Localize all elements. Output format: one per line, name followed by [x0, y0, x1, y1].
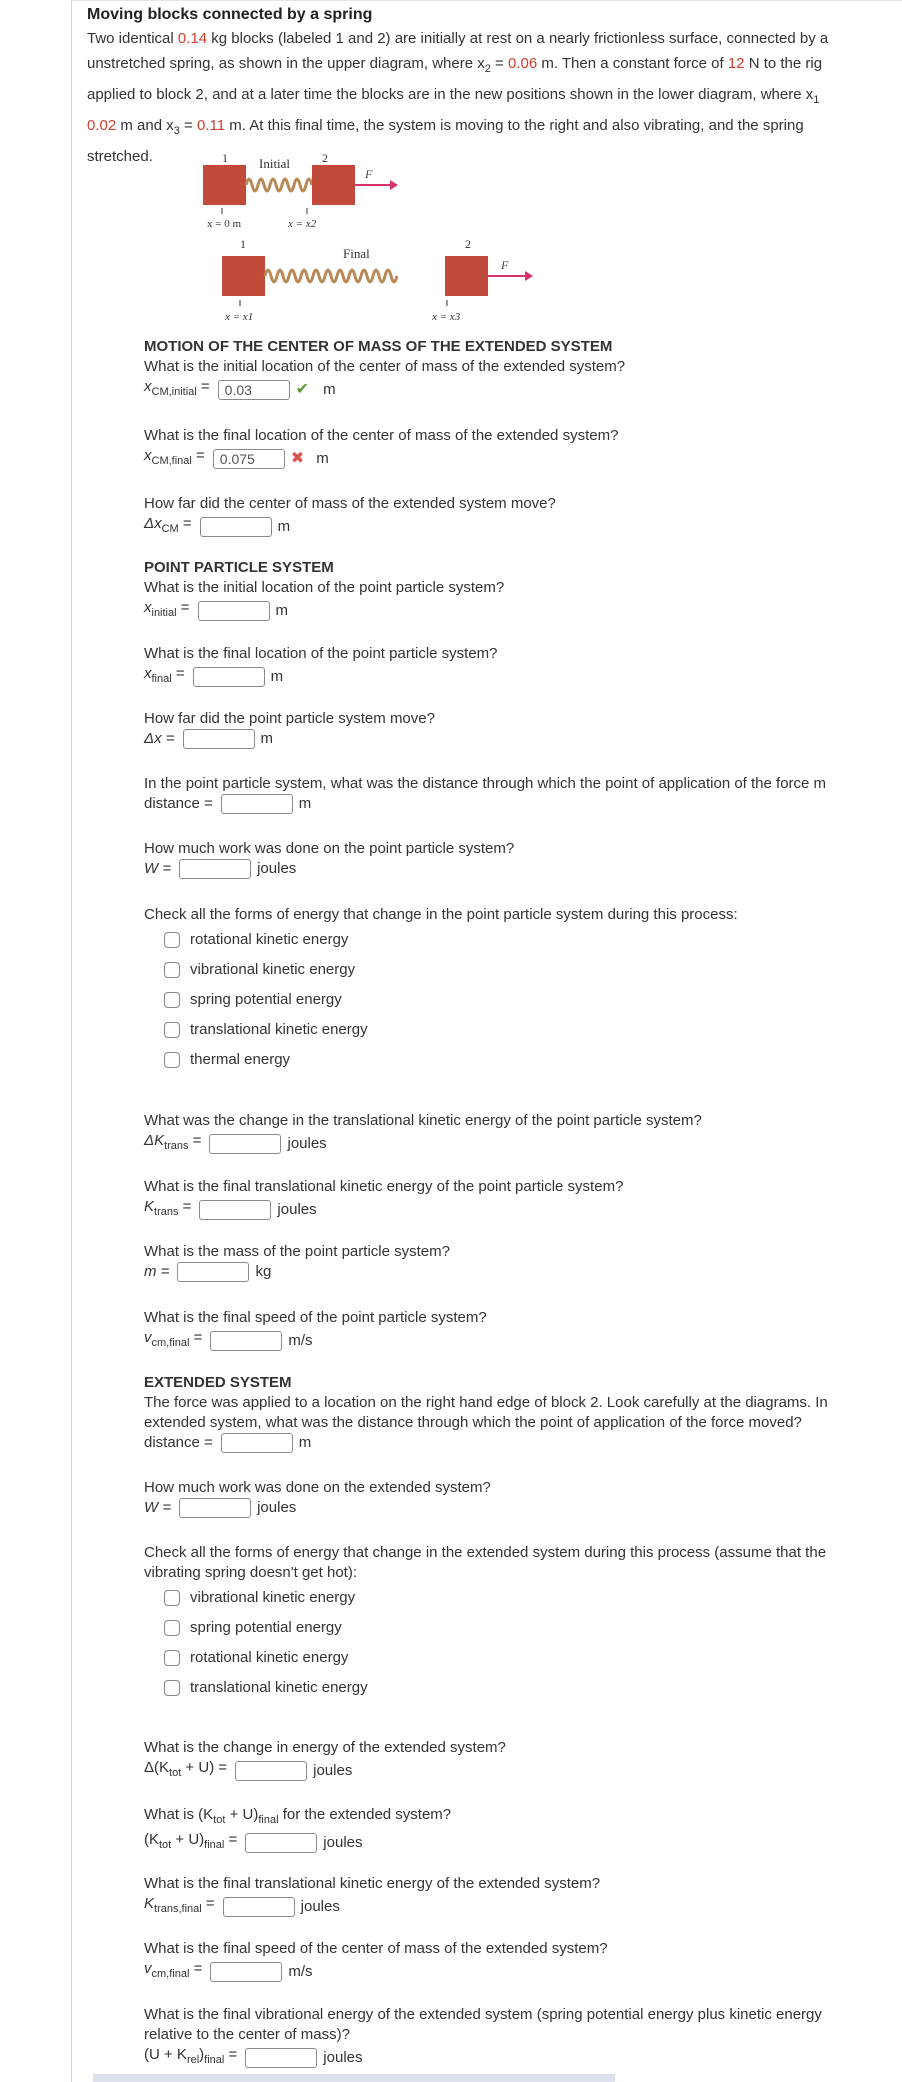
final-block-2 — [445, 256, 488, 296]
initial-block1-label: 1 — [222, 151, 228, 165]
pp-option-row[interactable] — [164, 955, 738, 985]
ext-speed-input[interactable] — [210, 1962, 282, 1982]
ext-q7-block — [144, 1939, 608, 1984]
cm-q3-unit: m — [277, 517, 291, 535]
pp-q9-block — [144, 1242, 450, 1282]
ext-q5-answer-row — [144, 1830, 451, 1855]
pp-section — [144, 558, 504, 623]
cm-final-input[interactable] — [213, 449, 285, 469]
ext-q1-label: distance = — [144, 1434, 213, 1451]
ext-q7-unit: m/s — [288, 1962, 313, 1980]
pp-q10-block — [144, 1308, 487, 1353]
pp-q9-label: m = — [144, 1263, 170, 1280]
cm-q3-answer-row — [144, 514, 556, 539]
pp-q7-label: $\Delta K_{trans}$ = — [144, 1132, 202, 1152]
pp-option-row[interactable] — [164, 985, 738, 1015]
pp-q10-label: $v_{cm,final}$ = — [144, 1329, 203, 1349]
cm-q1-label: $x_{CM,initial}$ = — [144, 378, 210, 398]
initial-block2-label: 2 — [322, 151, 328, 165]
pp-q8-unit: joules — [277, 1200, 317, 1218]
ext-q2-answer-row — [144, 1498, 491, 1518]
ext-q4-unit: joules — [313, 1761, 353, 1779]
pp-q2-answer-row — [144, 664, 498, 689]
ext-q2: How much work was done on the extended system? — [144, 1479, 491, 1496]
final-force-label: F — [501, 258, 509, 272]
ext-heading: EXTENDED SYSTEM — [144, 1374, 292, 1391]
ext-q1-answer-row — [144, 1433, 828, 1453]
ext-q6-block — [144, 1874, 600, 1919]
ext-q5-unit: joules — [323, 1833, 363, 1851]
cm-heading: MOTION OF THE CENTER OF MASS OF THE EXTENDED SYSTEM — [144, 338, 613, 355]
pp-option-label: vibrational kinetic energy — [190, 961, 356, 978]
initial-label: Initial — [259, 156, 291, 171]
mass-value: 0.14 — [177, 30, 208, 47]
pp-q3-unit: m — [260, 730, 273, 747]
problem-line-4: 0.02 m and $x_3 = 0.11$ m. At this final time, the system is moving to the right and also vibrating, and the spring — [87, 117, 804, 137]
pp-q4-label: distance = — [144, 795, 213, 812]
spring-diagram — [195, 150, 555, 330]
checkbox[interactable] — [164, 1680, 180, 1696]
pp-q2-block — [144, 644, 498, 689]
pp-q2-unit: m — [270, 667, 284, 685]
pp-q2-label: $x_{final}$ = — [144, 665, 185, 685]
pp-q8: What is the final translational kinetic energy of the point particle system? — [144, 1178, 624, 1195]
pp-q2: What is the final location of the point particle system? — [144, 645, 498, 662]
ext-option-row[interactable] — [164, 1613, 826, 1643]
checkbox[interactable] — [164, 1650, 180, 1666]
cm-q2: What is the final location of the center of mass of the extended system? — [144, 427, 619, 444]
ext-q4: What is the change in energy of the extended system? — [144, 1739, 506, 1756]
ext-option-label: spring potential energy — [190, 1619, 342, 1636]
pp-q1: What is the initial location of the point particle system? — [144, 579, 505, 596]
pp-option-label: rotational kinetic energy — [190, 931, 349, 948]
frame-top-border — [71, 0, 902, 1]
final-block2-label: 2 — [465, 237, 471, 251]
pp-option-label: thermal energy — [190, 1051, 291, 1068]
pp-q6-block — [144, 905, 738, 1075]
ext-q3-line1: Check all the forms of energy that change in the extended system during this process (assume that the — [144, 1544, 827, 1561]
ext-q7-answer-row — [144, 1959, 608, 1984]
final-force-arrowhead — [525, 271, 533, 281]
pp-option-row[interactable] — [164, 1015, 738, 1045]
cm-section — [144, 337, 625, 402]
pp-q3-label: Δx = — [144, 730, 175, 747]
pp-q5-unit: joules — [257, 860, 297, 877]
checkbox[interactable] — [164, 962, 180, 978]
pp-q4: In the point particle system, what was the distance through which the point of application of the force m — [144, 775, 827, 792]
checkbox[interactable] — [164, 932, 180, 948]
ext-q5-label: $(K_{tot} + U)_{final}$ = — [144, 1831, 238, 1851]
pp-q1-label: $x_{initial}$ = — [144, 599, 190, 619]
pp-q7-answer-row — [144, 1131, 702, 1156]
pp-q4-unit: m — [298, 795, 312, 812]
cm-q2-label: $x_{CM,final}$ = — [144, 447, 205, 467]
ext-option-label: translational kinetic energy — [190, 1679, 368, 1696]
pp-q3-block — [144, 709, 435, 749]
pp-mass-input[interactable] — [177, 1262, 249, 1282]
x3-label: x = x3 — [432, 311, 461, 323]
ext-q4-block — [144, 1738, 506, 1783]
checkbox[interactable] — [164, 1052, 180, 1068]
pp-q7-block — [144, 1111, 702, 1156]
checkbox[interactable] — [164, 992, 180, 1008]
pp-q5: How much work was done on the point particle system? — [144, 840, 515, 857]
pp-q5-block — [144, 839, 514, 879]
x2-value: 0.06 — [507, 55, 538, 72]
checkbox[interactable] — [164, 1620, 180, 1636]
pp-q9-answer-row — [144, 1262, 450, 1282]
pp-q3: How far did the point particle system move? — [144, 710, 435, 727]
final-label: Final — [343, 246, 370, 261]
ext-q6-label: $K_{trans,final}$ = — [144, 1895, 215, 1915]
ext-q4-label: $\Delta(K_{tot} + U)$ = — [144, 1759, 228, 1779]
cm-q3-label: $\Delta x_{CM}$ = — [144, 515, 192, 535]
final-block1-label: 1 — [240, 237, 246, 251]
ext-option-label: vibrational kinetic energy — [190, 1589, 356, 1606]
ext-q8-block — [144, 2005, 822, 2070]
ext-q6-unit: joules — [300, 1897, 340, 1915]
final-spring — [265, 270, 397, 282]
ext-q2-block — [144, 1478, 491, 1518]
pp-q10: What is the final speed of the point particle system? — [144, 1309, 487, 1326]
ext-q7: What is the final speed of the center of mass of the extended system? — [144, 1940, 608, 1957]
pp-q10-answer-row — [144, 1328, 487, 1353]
pp-q9-unit: kg — [255, 1263, 272, 1280]
pp-q7: What was the change in the translational kinetic energy of the point particle system? — [144, 1112, 702, 1129]
pp-q4-block — [144, 774, 826, 814]
pp-option-row[interactable] — [164, 1045, 738, 1075]
problem-line-3: applied to block 2, and at a later time the blocks are in the new positions shown in the lower diagram, where $x_1$ — [87, 86, 820, 106]
ext-energy-final-input[interactable] — [245, 1833, 317, 1853]
pp-initial-input[interactable] — [198, 601, 270, 621]
ext-q3-line2: vibrating spring doesn't get hot): — [144, 1564, 357, 1581]
cm-q3-block — [144, 494, 556, 539]
initial-spring — [246, 179, 312, 191]
pp-q8-block — [144, 1177, 623, 1222]
cross-icon: ✖ — [290, 449, 305, 467]
force-value: 12 — [727, 55, 745, 72]
pp-option-label: translational kinetic energy — [190, 1021, 368, 1038]
ext-q8-unit: joules — [323, 2048, 363, 2066]
ext-option-row[interactable] — [164, 1583, 826, 1613]
x1-value: 0.02 — [87, 117, 117, 134]
ext-option-row[interactable] — [164, 1673, 826, 1703]
initial-block-2 — [312, 165, 355, 205]
initial-block-1 — [203, 165, 246, 205]
ext-distance-input[interactable] — [221, 1433, 293, 1453]
pp-delta-input[interactable] — [183, 729, 255, 749]
pp-q5-answer-row — [144, 859, 514, 879]
pp-ktrans-input[interactable] — [199, 1200, 271, 1220]
problem-statement — [87, 6, 902, 169]
x0-label: x = 0 m — [207, 218, 242, 230]
ext-denergy-input[interactable] — [235, 1761, 307, 1781]
pp-q8-answer-row — [144, 1197, 623, 1222]
final-block-1 — [222, 256, 265, 296]
cm-q3: How far did the center of mass of the extended system move? — [144, 495, 556, 512]
ext-q5-block — [144, 1805, 451, 1855]
problem-line-1: Two identical 0.14 kg blocks (labeled 1 and 2) are initially at rest on a nearly frictionless surface, connected by a — [87, 30, 829, 47]
ext-option-label: rotational kinetic energy — [190, 1649, 349, 1666]
ext-q2-label: W = — [144, 1499, 172, 1516]
pp-option-label: spring potential energy — [190, 991, 342, 1008]
ext-q4-answer-row — [144, 1758, 506, 1783]
ext-q6: What is the final translational kinetic energy of the extended system? — [144, 1875, 601, 1892]
frame-left-border — [71, 0, 72, 2082]
cm-q2-answer-row — [144, 446, 618, 471]
checkbox[interactable] — [164, 1022, 180, 1038]
pp-q3-answer-row — [144, 729, 435, 749]
ext-q1-line1: The force was applied to a location on the right hand edge of block 2. Look carefully at the diagrams. In — [144, 1394, 828, 1411]
cm-initial-input[interactable] — [218, 380, 290, 400]
cm-delta-input[interactable] — [200, 517, 272, 537]
initial-force-label: F — [365, 167, 373, 181]
ext-q7-label: $v_{cm,final}$ = — [144, 1960, 203, 1980]
pp-heading: POINT PARTICLE SYSTEM — [144, 559, 334, 576]
ext-q6-answer-row — [144, 1894, 600, 1919]
pp-dktrans-input[interactable] — [209, 1134, 281, 1154]
initial-force-arrowhead — [390, 180, 398, 190]
ext-option-row[interactable] — [164, 1643, 826, 1673]
ext-q5: What is $(K_{tot} + U)_{final}$ for the extended system? — [144, 1806, 452, 1826]
ext-q2-unit: joules — [257, 1499, 297, 1516]
x3-value: 0.11 — [196, 117, 226, 134]
problem-line-2: unstretched spring, as shown in the upper diagram, where $x_2 = 0.06$ m. Then a constant force of 12 N to the rig — [87, 55, 823, 75]
problem-line-5: stretched. — [87, 148, 153, 165]
pp-q7-unit: joules — [287, 1134, 327, 1152]
pp-final-input[interactable] — [193, 667, 265, 687]
cm-q1: What is the initial location of the center of mass of the extended system? — [144, 358, 626, 375]
bottom-scroll-bar[interactable] — [93, 2074, 615, 2082]
pp-option-row[interactable] — [164, 925, 738, 955]
checkbox[interactable] — [164, 1590, 180, 1606]
cm-q2-block — [144, 426, 618, 471]
ext-q1-unit: m — [298, 1434, 312, 1451]
ext-q8-label: $(U + K_{rel})_{final}$ = — [144, 2046, 238, 2066]
pp-q10-unit: m/s — [288, 1331, 313, 1349]
problem-title: Moving blocks connected by a spring — [87, 6, 373, 23]
ext-q3-block — [144, 1543, 826, 1703]
check-icon: ✔ — [295, 380, 310, 398]
ext-q8-line2: relative to the center of mass)? — [144, 2026, 350, 2043]
ext-q8-line1: What is the final vibrational energy of the extended system (spring potential energy plus kinetic energy — [144, 2006, 822, 2023]
ext-work-input[interactable] — [179, 1498, 251, 1518]
pp-q8-label: $K_{trans}$ = — [144, 1198, 192, 1218]
pp-q9: What is the mass of the point particle system? — [144, 1243, 450, 1260]
ext-q1-line2: extended system, what was the distance through which the point of application of the force moved? — [144, 1414, 802, 1431]
pp-speed-input[interactable] — [210, 1331, 282, 1351]
pp-q1-unit: m — [275, 601, 289, 619]
pp-q4-answer-row — [144, 794, 826, 814]
pp-q6: Check all the forms of energy that change in the point particle system during this process: — [144, 906, 738, 923]
cm-q1-unit: m — [323, 380, 336, 398]
pp-distance-input[interactable] — [221, 794, 293, 814]
ext-ktrans-input[interactable] — [223, 1897, 295, 1917]
cm-q2-unit: m — [316, 449, 329, 467]
pp-q5-label: W = — [144, 860, 172, 877]
cm-q1-answer-row — [144, 377, 625, 402]
x2-label: x = x2 — [288, 218, 317, 230]
pp-q1-answer-row — [144, 598, 504, 623]
pp-work-input[interactable] — [179, 859, 251, 879]
x1-label: x = x1 — [225, 311, 254, 323]
ext-vib-energy-input[interactable] — [245, 2048, 317, 2068]
ext-q8-answer-row — [144, 2045, 822, 2070]
ext-section — [144, 1373, 828, 1453]
